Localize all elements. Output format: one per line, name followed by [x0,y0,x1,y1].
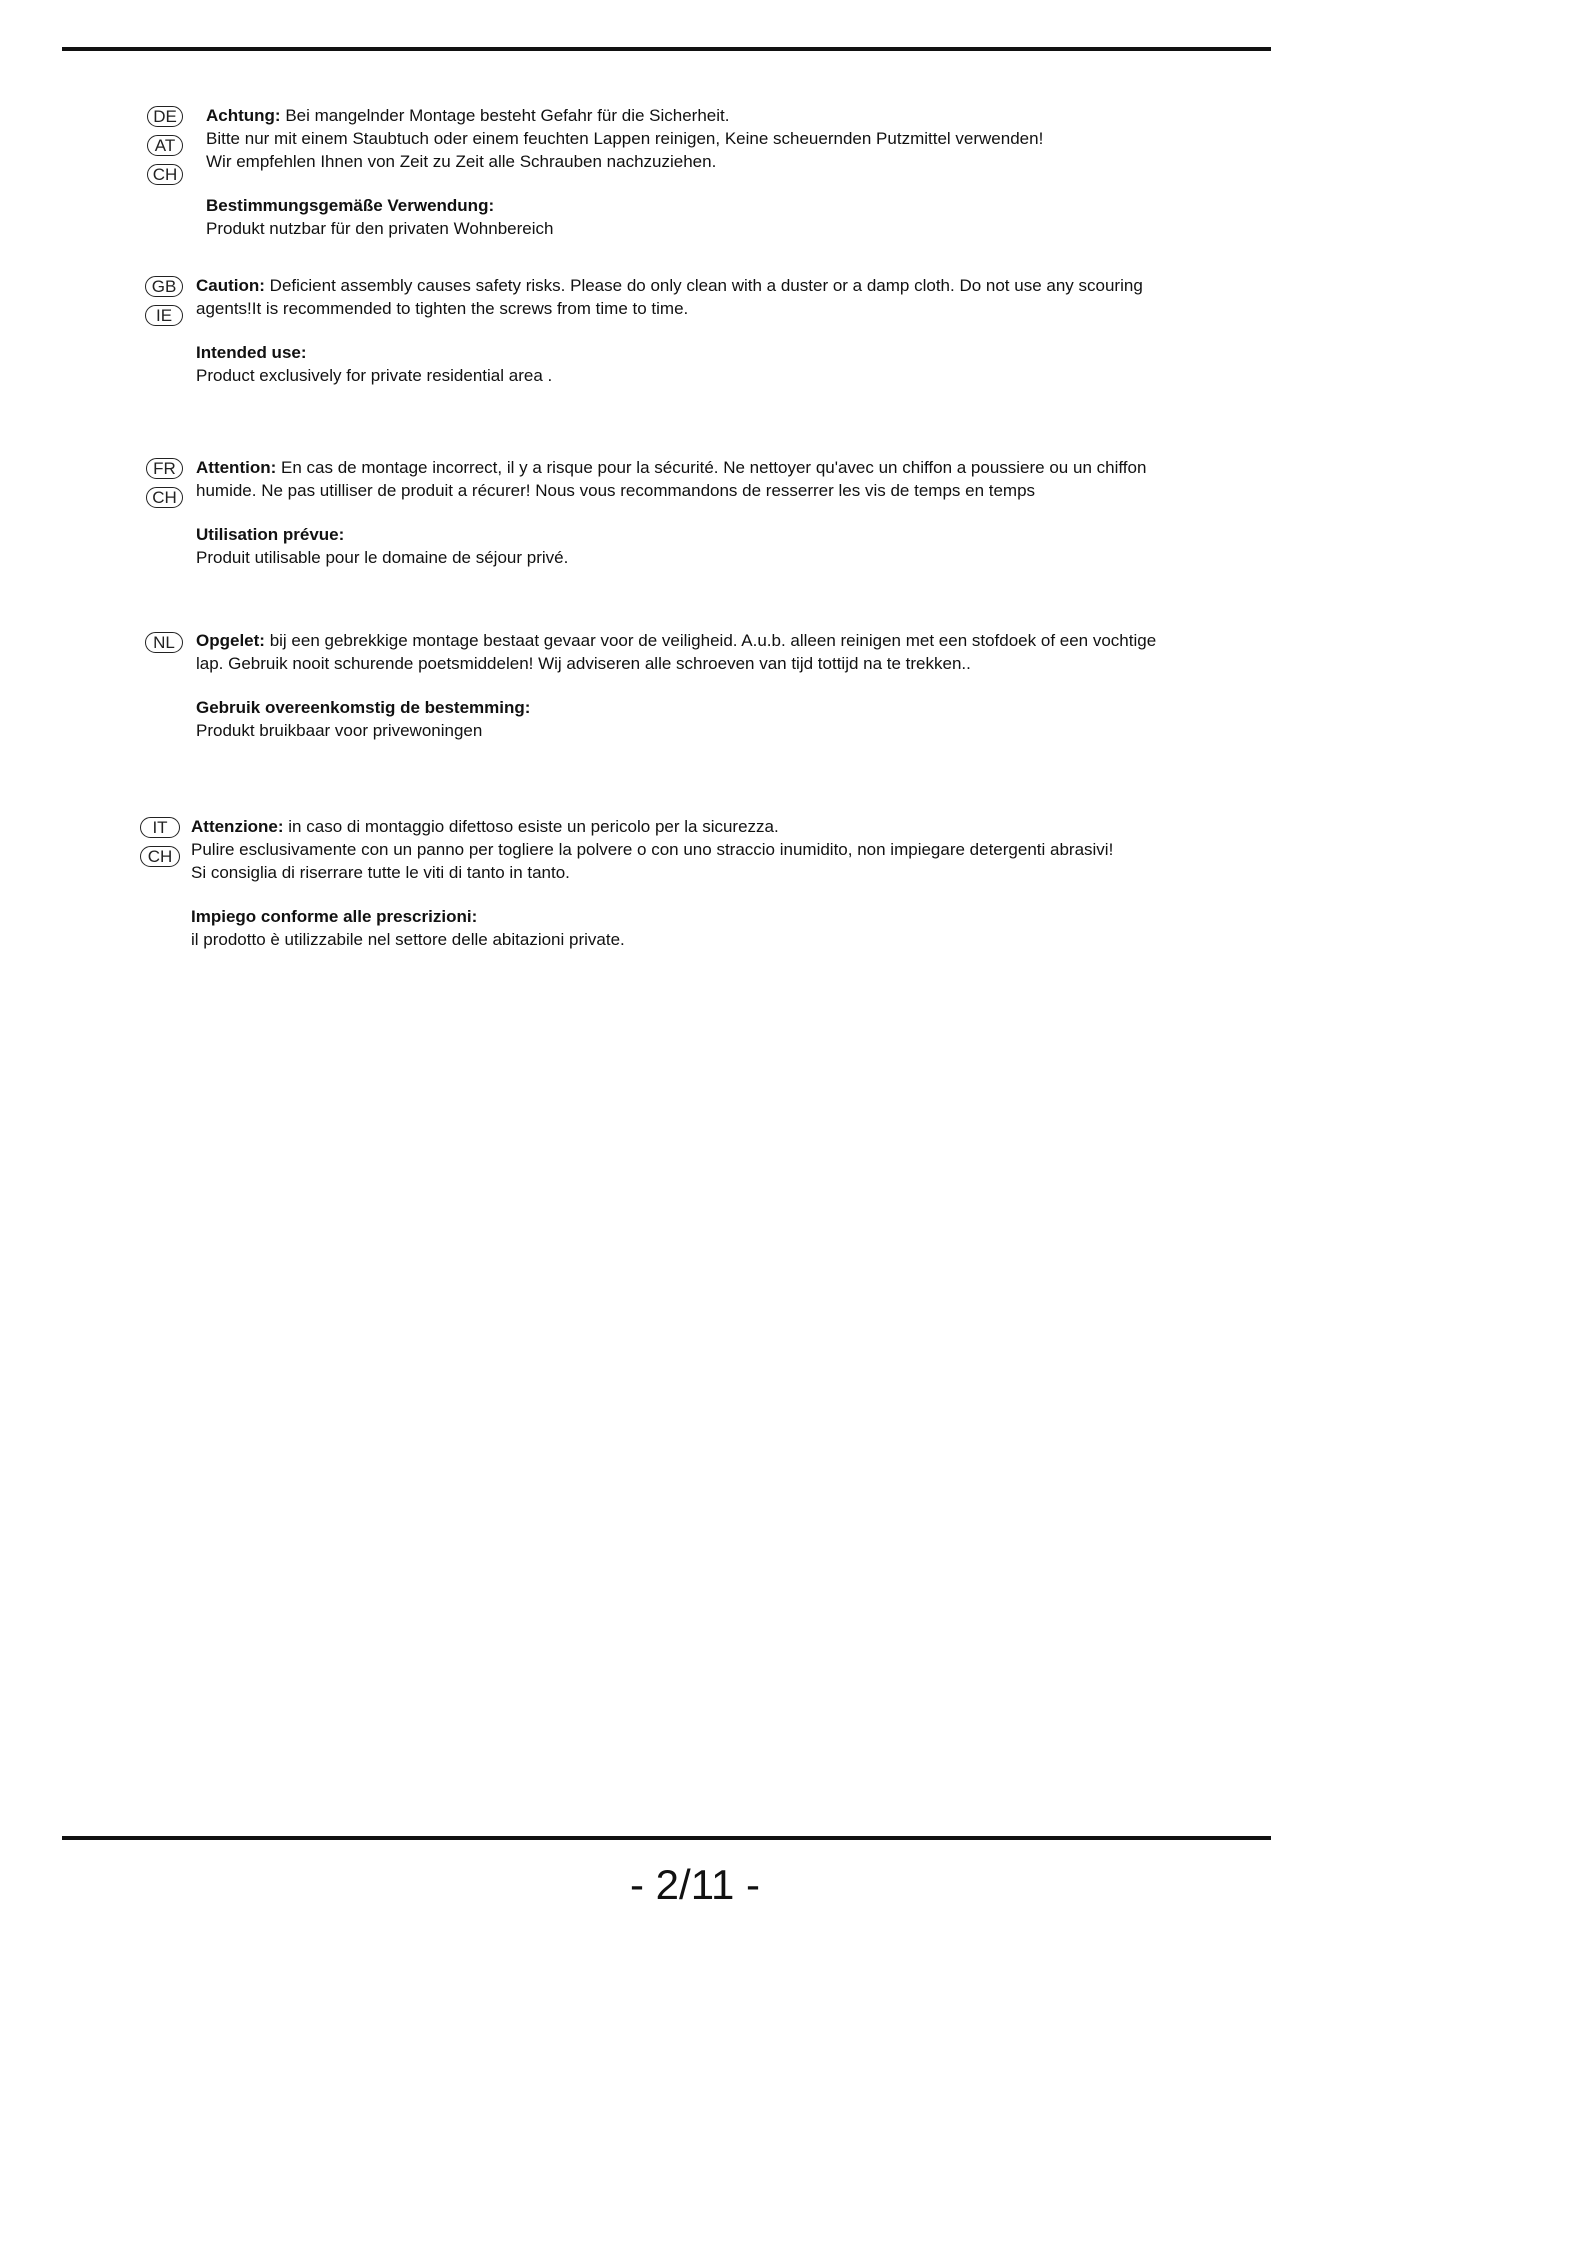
intended-use-text: Produkt nutzbar für den privaten Wohnbereich [206,219,554,238]
warning-label: Opgelet: [196,631,265,650]
warning-line: humide. Ne pas utilliser de produit a récurer! Nous vous recommandons de resserrer les vis de temps en temps [196,481,1036,500]
warning-label: Attention: [196,458,277,477]
page-number: - 2/11 - [630,1861,760,1908]
intended-use-title: Impiego conforme alle prescrizioni: [191,907,478,926]
warning-line: Wir empfehlen Ihnen von Zeit zu Zeit alle Schrauben nachzuziehen. [206,152,717,171]
intended-use [196,696,530,742]
warning-line [196,456,1146,479]
intended-use-title: Intended use: [196,343,307,362]
warning-line [191,815,1113,838]
top-rule [62,47,1271,51]
warning-line: Bitte nur mit einem Staubtuch oder einem feuchten Lappen reinigen, Keine scheuernden Putzmittel verwenden! [206,129,1044,148]
intended-use-title: Bestimmungsgemäße Verwendung: [206,196,495,215]
country-badge-ie: IE [145,305,183,326]
warning-line-text: Deficient assembly causes safety risks. Please do only clean with a duster or a damp cloth. Do not use any scouring [269,276,1143,295]
bottom-rule [62,1836,1271,1840]
warning-line [196,274,1143,297]
intended-use-title: Gebruik overeenkomstig de bestemming: [196,698,531,717]
warning-line [196,629,1156,652]
intended-use-text: il prodotto è utilizzabile nel settore delle abitazioni private. [191,930,625,949]
warning-label: Caution: [196,276,265,295]
intended-use [196,523,568,569]
country-badge-fr: FR [146,458,183,479]
country-badge-nl: NL [145,632,183,653]
warning-label: Attenzione: [191,817,284,836]
country-badge-de: DE [147,106,183,127]
warning-label: Achtung: [206,106,281,125]
intended-use-text: Product exclusively for private residential area . [196,366,553,385]
country-badge-ch: CH [147,164,183,185]
warning-line [206,104,1043,127]
country-badge-ch: CH [140,846,180,867]
warning-line-text: in caso di montaggio difettoso esiste un pericolo per la sicurezza. [288,817,779,836]
country-badge-ch: CH [146,487,183,508]
warning-line-text: bij een gebrekkige montage bestaat gevaar voor de veiligheid. A.u.b. alleen reinigen met een stofdoek of een vochtige [269,631,1157,650]
warning-text [196,274,1143,320]
warning-text [196,456,1146,502]
intended-use [206,194,553,240]
warning-line: lap. Gebruik nooit schurende poetsmiddelen! Wij adviseren alle schroeven van tijd tottijd na te trekken.. [196,654,971,673]
intended-use-title: Utilisation prévue: [196,525,345,544]
country-badge-gb: GB [145,276,183,297]
intended-use-text: Produit utilisable pour le domaine de séjour privé. [196,548,569,567]
warning-text [206,104,1043,173]
intended-use [196,341,552,387]
intended-use [191,905,625,951]
warning-line-text: Bei mangelnder Montage besteht Gefahr für die Sicherheit. [285,106,730,125]
warning-line: Pulire esclusivamente con un panno per togliere la polvere o con uno straccio inumidito, non impiegare detergenti abrasivi! [191,840,1114,859]
country-badge-at: AT [147,135,183,156]
intended-use-text: Produkt bruikbaar voor privewoningen [196,721,483,740]
warning-text [191,815,1113,884]
country-badge-it: IT [140,817,180,838]
warning-text [196,629,1156,675]
warning-line: agents!It is recommended to tighten the screws from time to time. [196,299,689,318]
warning-line: Si consiglia di riserrare tutte le viti di tanto in tanto. [191,863,570,882]
warning-line-text: En cas de montage incorrect, il y a risque pour la sécurité. Ne nettoyer qu'avec un chiffon a poussiere ou un chiffon [281,458,1147,477]
